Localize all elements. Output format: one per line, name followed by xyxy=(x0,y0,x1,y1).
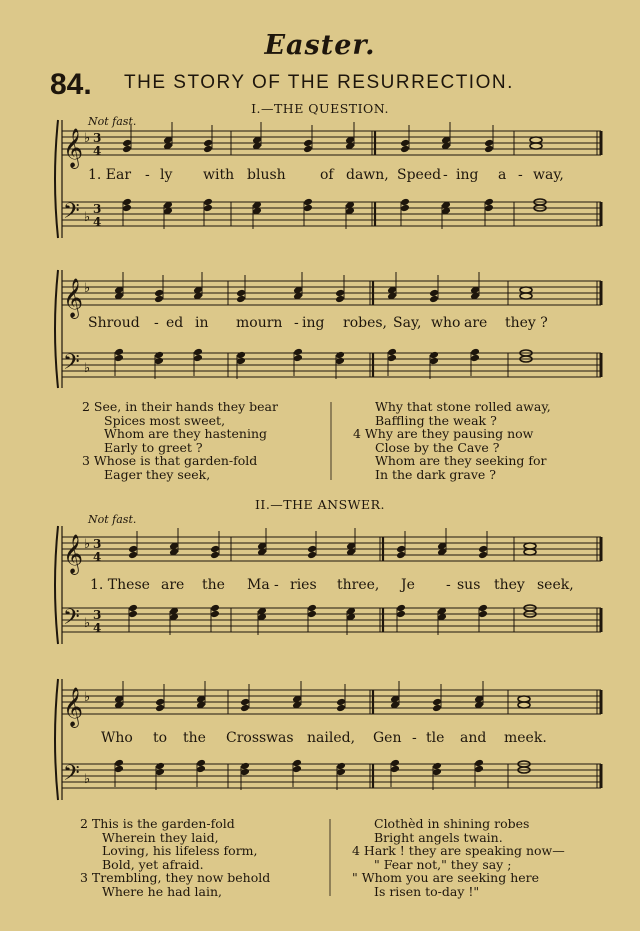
verse-line: 2 This is the garden-fold xyxy=(80,816,235,831)
note-head xyxy=(303,145,313,153)
verse-line: Loving, his lifeless form, xyxy=(102,843,258,858)
note-head xyxy=(210,610,220,618)
note-head xyxy=(114,759,124,767)
verse-line: Whom are they hastening xyxy=(104,426,267,441)
verse-line: 4 Why are they pausing now xyxy=(353,426,534,441)
lyric-syllable: - xyxy=(518,167,523,183)
verse-line: 3 Whose is that garden-fold xyxy=(82,453,258,468)
lyric-syllable: with xyxy=(203,167,235,183)
verse-line: In the dark grave ? xyxy=(375,466,496,482)
note-head xyxy=(432,704,442,712)
lyric-syllable: - xyxy=(145,167,150,183)
flat-icon: ♭ xyxy=(84,361,91,376)
part1-tempo: Not fast. xyxy=(88,115,137,128)
note-head xyxy=(470,348,480,356)
lyric-syllable: dawn, xyxy=(346,167,389,183)
part1-title: I.—THE QUESTION. xyxy=(251,101,389,116)
part2-verses-right xyxy=(352,817,565,898)
time-signature-top: 3 xyxy=(93,131,102,145)
lyric-syllable: Je xyxy=(401,577,415,593)
lyric-syllable: ries xyxy=(290,577,317,593)
lyric-syllable: - xyxy=(294,315,299,331)
system-brace xyxy=(55,679,58,800)
note-head xyxy=(210,604,220,612)
lyric-syllable: meek. xyxy=(504,730,547,746)
note-head xyxy=(193,354,203,362)
lyric-syllable: Speed xyxy=(397,167,442,183)
flat-icon: ♭ xyxy=(84,772,91,787)
time-signature-top: 3 xyxy=(93,608,102,622)
lyric-syllable: mourn xyxy=(236,315,283,331)
lyric-syllable: ed xyxy=(166,315,184,331)
lyric-syllable: the xyxy=(183,730,206,746)
lyric-syllable: three, xyxy=(337,577,380,593)
flat-icon: ♭ xyxy=(84,616,91,631)
time-signature-bottom: 4 xyxy=(93,621,102,635)
note-head xyxy=(155,704,165,712)
note-head xyxy=(336,704,346,712)
note-head xyxy=(154,357,164,365)
lyric-syllable: in xyxy=(195,315,209,331)
time-signature-bottom: 4 xyxy=(93,144,102,158)
flat-icon: ♭ xyxy=(84,537,91,552)
note-head xyxy=(336,698,346,706)
note-head xyxy=(335,351,345,359)
note-head xyxy=(236,295,246,303)
note-head xyxy=(240,762,250,770)
note-head xyxy=(114,765,124,773)
verse-line: Where he had lain, xyxy=(102,883,223,899)
note-head xyxy=(203,198,213,206)
lyric-syllable: of xyxy=(320,167,334,183)
verse-line: Bold, yet afraid. xyxy=(102,856,204,872)
lyric-syllable: was xyxy=(266,730,294,746)
note-head xyxy=(128,604,138,612)
lyric-syllable: Gen xyxy=(373,730,402,746)
note-head xyxy=(432,762,442,770)
note-head xyxy=(484,198,494,206)
note-head xyxy=(335,295,345,303)
verse-line: Close by the Cave ? xyxy=(375,439,500,455)
note-head xyxy=(154,351,164,359)
flat-icon: ♭ xyxy=(84,131,91,146)
note-head xyxy=(432,768,442,776)
flat-icon: ♭ xyxy=(84,210,91,225)
lyric-syllable: blush xyxy=(247,167,286,183)
verse-line: Wherein they laid, xyxy=(102,829,219,845)
lyric-syllable: ing xyxy=(456,167,479,183)
treble-clef-icon: 𝄞 xyxy=(63,278,84,318)
time-signature-bottom: 4 xyxy=(93,550,102,564)
lyric-syllable: Say, xyxy=(393,315,422,331)
note-head xyxy=(303,198,313,206)
flat-icon: ♭ xyxy=(84,281,91,296)
lyric-syllable: and xyxy=(460,730,487,746)
whole-note-head xyxy=(524,549,536,555)
system-brace xyxy=(55,526,58,644)
note-head xyxy=(484,145,494,153)
note-head xyxy=(396,604,406,612)
note-head xyxy=(396,610,406,618)
lyric-syllable: seek, xyxy=(537,577,574,593)
verse-line: 2 See, in their hands they bear xyxy=(82,399,278,414)
verse-line: Clothèd in shining robes xyxy=(374,816,530,831)
note-head xyxy=(396,545,406,553)
note-head xyxy=(155,762,165,770)
verse-line: 3 Trembling, they now behold xyxy=(80,870,271,885)
treble-clef-icon: 𝄞 xyxy=(63,534,84,574)
whole-note-head xyxy=(518,696,530,702)
note-head xyxy=(236,289,246,297)
lyric-syllable: - xyxy=(443,167,448,183)
note-head xyxy=(307,610,317,618)
system-brace xyxy=(55,270,58,388)
note-head xyxy=(387,348,397,356)
part2-verses-left xyxy=(80,817,270,898)
note-head xyxy=(335,289,345,297)
lyric-syllable: Cross xyxy=(226,730,267,746)
note-head xyxy=(474,759,484,767)
note-head xyxy=(114,348,124,356)
lyric-syllable: to xyxy=(153,730,168,746)
note-head xyxy=(478,604,488,612)
lyric-syllable: 1. These xyxy=(90,577,150,593)
note-head xyxy=(387,354,397,362)
lyric-syllable: - xyxy=(446,577,451,593)
note-head xyxy=(400,145,410,153)
lyric-syllable: ing xyxy=(302,315,325,331)
verse-line: Baffling the weak ? xyxy=(375,412,497,428)
note-head xyxy=(292,759,302,767)
lyric-syllable: a xyxy=(498,167,507,183)
lyric-syllable: sus xyxy=(457,577,481,593)
note-head xyxy=(432,698,442,706)
note-head xyxy=(484,139,494,147)
note-head xyxy=(390,759,400,767)
lyric-syllable: they xyxy=(494,577,525,593)
lyric-syllable: the xyxy=(202,577,225,593)
lyric-syllable: 1. Ear xyxy=(88,167,132,183)
verse-line: Bright angels twain. xyxy=(374,829,503,845)
note-head xyxy=(335,357,345,365)
verse-line: Early to greet ? xyxy=(104,439,203,455)
note-head xyxy=(307,545,317,553)
bass-clef-icon: 𝄢 xyxy=(63,761,80,791)
note-head xyxy=(122,145,132,153)
lyric-syllable: are xyxy=(464,315,488,331)
note-head xyxy=(307,604,317,612)
note-head xyxy=(114,354,124,362)
lyric-syllable: nailed, xyxy=(307,730,356,746)
note-head xyxy=(240,698,250,706)
whole-note-head xyxy=(520,287,532,293)
note-head xyxy=(303,204,313,212)
note-head xyxy=(478,610,488,618)
lyric-syllable: - xyxy=(154,315,159,331)
note-head xyxy=(154,289,164,297)
note-head xyxy=(122,139,132,147)
note-head xyxy=(154,295,164,303)
time-signature-bottom: 4 xyxy=(93,215,102,229)
note-head xyxy=(292,765,302,773)
part1-verses-left xyxy=(82,400,278,481)
note-head xyxy=(307,551,317,559)
lyric-syllable: Who xyxy=(101,730,133,746)
note-head xyxy=(478,551,488,559)
lyric-syllable: who xyxy=(431,315,461,331)
whole-note-head xyxy=(524,543,536,549)
flat-icon: ♭ xyxy=(84,690,91,705)
verse-line: " Whom you are seeking here xyxy=(352,870,540,885)
note-head xyxy=(196,765,206,773)
note-head xyxy=(236,351,246,359)
note-head xyxy=(429,351,439,359)
note-head xyxy=(484,204,494,212)
note-head xyxy=(336,762,346,770)
note-head xyxy=(128,551,138,559)
verse-line: Eager they seek, xyxy=(104,466,211,482)
note-head xyxy=(390,765,400,773)
note-head xyxy=(240,704,250,712)
note-head xyxy=(210,551,220,559)
note-head xyxy=(429,357,439,365)
verse-line: 4 Hark ! they are speaking now— xyxy=(352,843,565,858)
note-head xyxy=(478,545,488,553)
note-head xyxy=(429,295,439,303)
note-head xyxy=(293,354,303,362)
note-head xyxy=(122,204,132,212)
note-head xyxy=(474,765,484,773)
note-head xyxy=(470,354,480,362)
note-head xyxy=(236,357,246,365)
verse-line: " Fear not," they say ; xyxy=(374,856,512,872)
lyric-syllable: robes, xyxy=(343,315,388,331)
part1-verses-right xyxy=(353,400,551,481)
lyric-syllable: Shroud xyxy=(88,315,140,331)
whole-note-head xyxy=(520,293,532,299)
lyric-syllable: they ? xyxy=(505,315,548,331)
lyric-syllable: ly xyxy=(160,167,173,183)
bass-clef-icon: 𝄢 xyxy=(63,605,80,635)
hymn-number: 84. xyxy=(50,68,92,101)
hymn-title: THE STORY OF THE RESURRECTION. xyxy=(124,72,514,93)
treble-clef-icon: 𝄞 xyxy=(63,128,84,168)
bass-clef-icon: 𝄢 xyxy=(63,350,80,380)
note-head xyxy=(293,348,303,356)
note-head xyxy=(396,551,406,559)
system-brace xyxy=(55,120,58,238)
bass-clef-icon: 𝄢 xyxy=(63,199,80,229)
lyric-syllable: Ma xyxy=(247,577,270,593)
note-head xyxy=(203,145,213,153)
lyric-syllable: way, xyxy=(533,167,564,183)
note-head xyxy=(303,139,313,147)
note-head xyxy=(240,768,250,776)
note-head xyxy=(196,759,206,767)
time-signature-top: 3 xyxy=(93,202,102,216)
verse-line: Why that stone rolled away, xyxy=(375,399,551,414)
note-head xyxy=(122,198,132,206)
note-head xyxy=(429,289,439,297)
lyric-syllable: - xyxy=(412,730,417,746)
note-head xyxy=(155,698,165,706)
section-title: Easter. xyxy=(264,30,376,61)
part2-tempo: Not fast. xyxy=(88,513,137,526)
treble-clef-icon: 𝄞 xyxy=(63,687,84,727)
whole-note-head xyxy=(518,702,530,708)
note-head xyxy=(400,139,410,147)
verse-line: Spices most sweet, xyxy=(104,412,226,428)
note-head xyxy=(400,204,410,212)
note-head xyxy=(336,768,346,776)
note-head xyxy=(203,204,213,212)
note-head xyxy=(128,545,138,553)
lyric-syllable: are xyxy=(161,577,185,593)
note-head xyxy=(210,545,220,553)
note-head xyxy=(203,139,213,147)
verse-line: Is risen to-day !" xyxy=(374,883,480,899)
note-head xyxy=(400,198,410,206)
whole-note-head xyxy=(530,137,542,143)
note-head xyxy=(128,610,138,618)
lyric-syllable: - xyxy=(274,577,279,593)
part2-title: II.—THE ANSWER. xyxy=(254,497,386,512)
verse-line: Whom are they seeking for xyxy=(375,453,547,468)
time-signature-top: 3 xyxy=(93,537,102,551)
whole-note-head xyxy=(530,143,542,149)
note-head xyxy=(155,768,165,776)
lyric-syllable: tle xyxy=(426,730,445,746)
note-head xyxy=(193,348,203,356)
